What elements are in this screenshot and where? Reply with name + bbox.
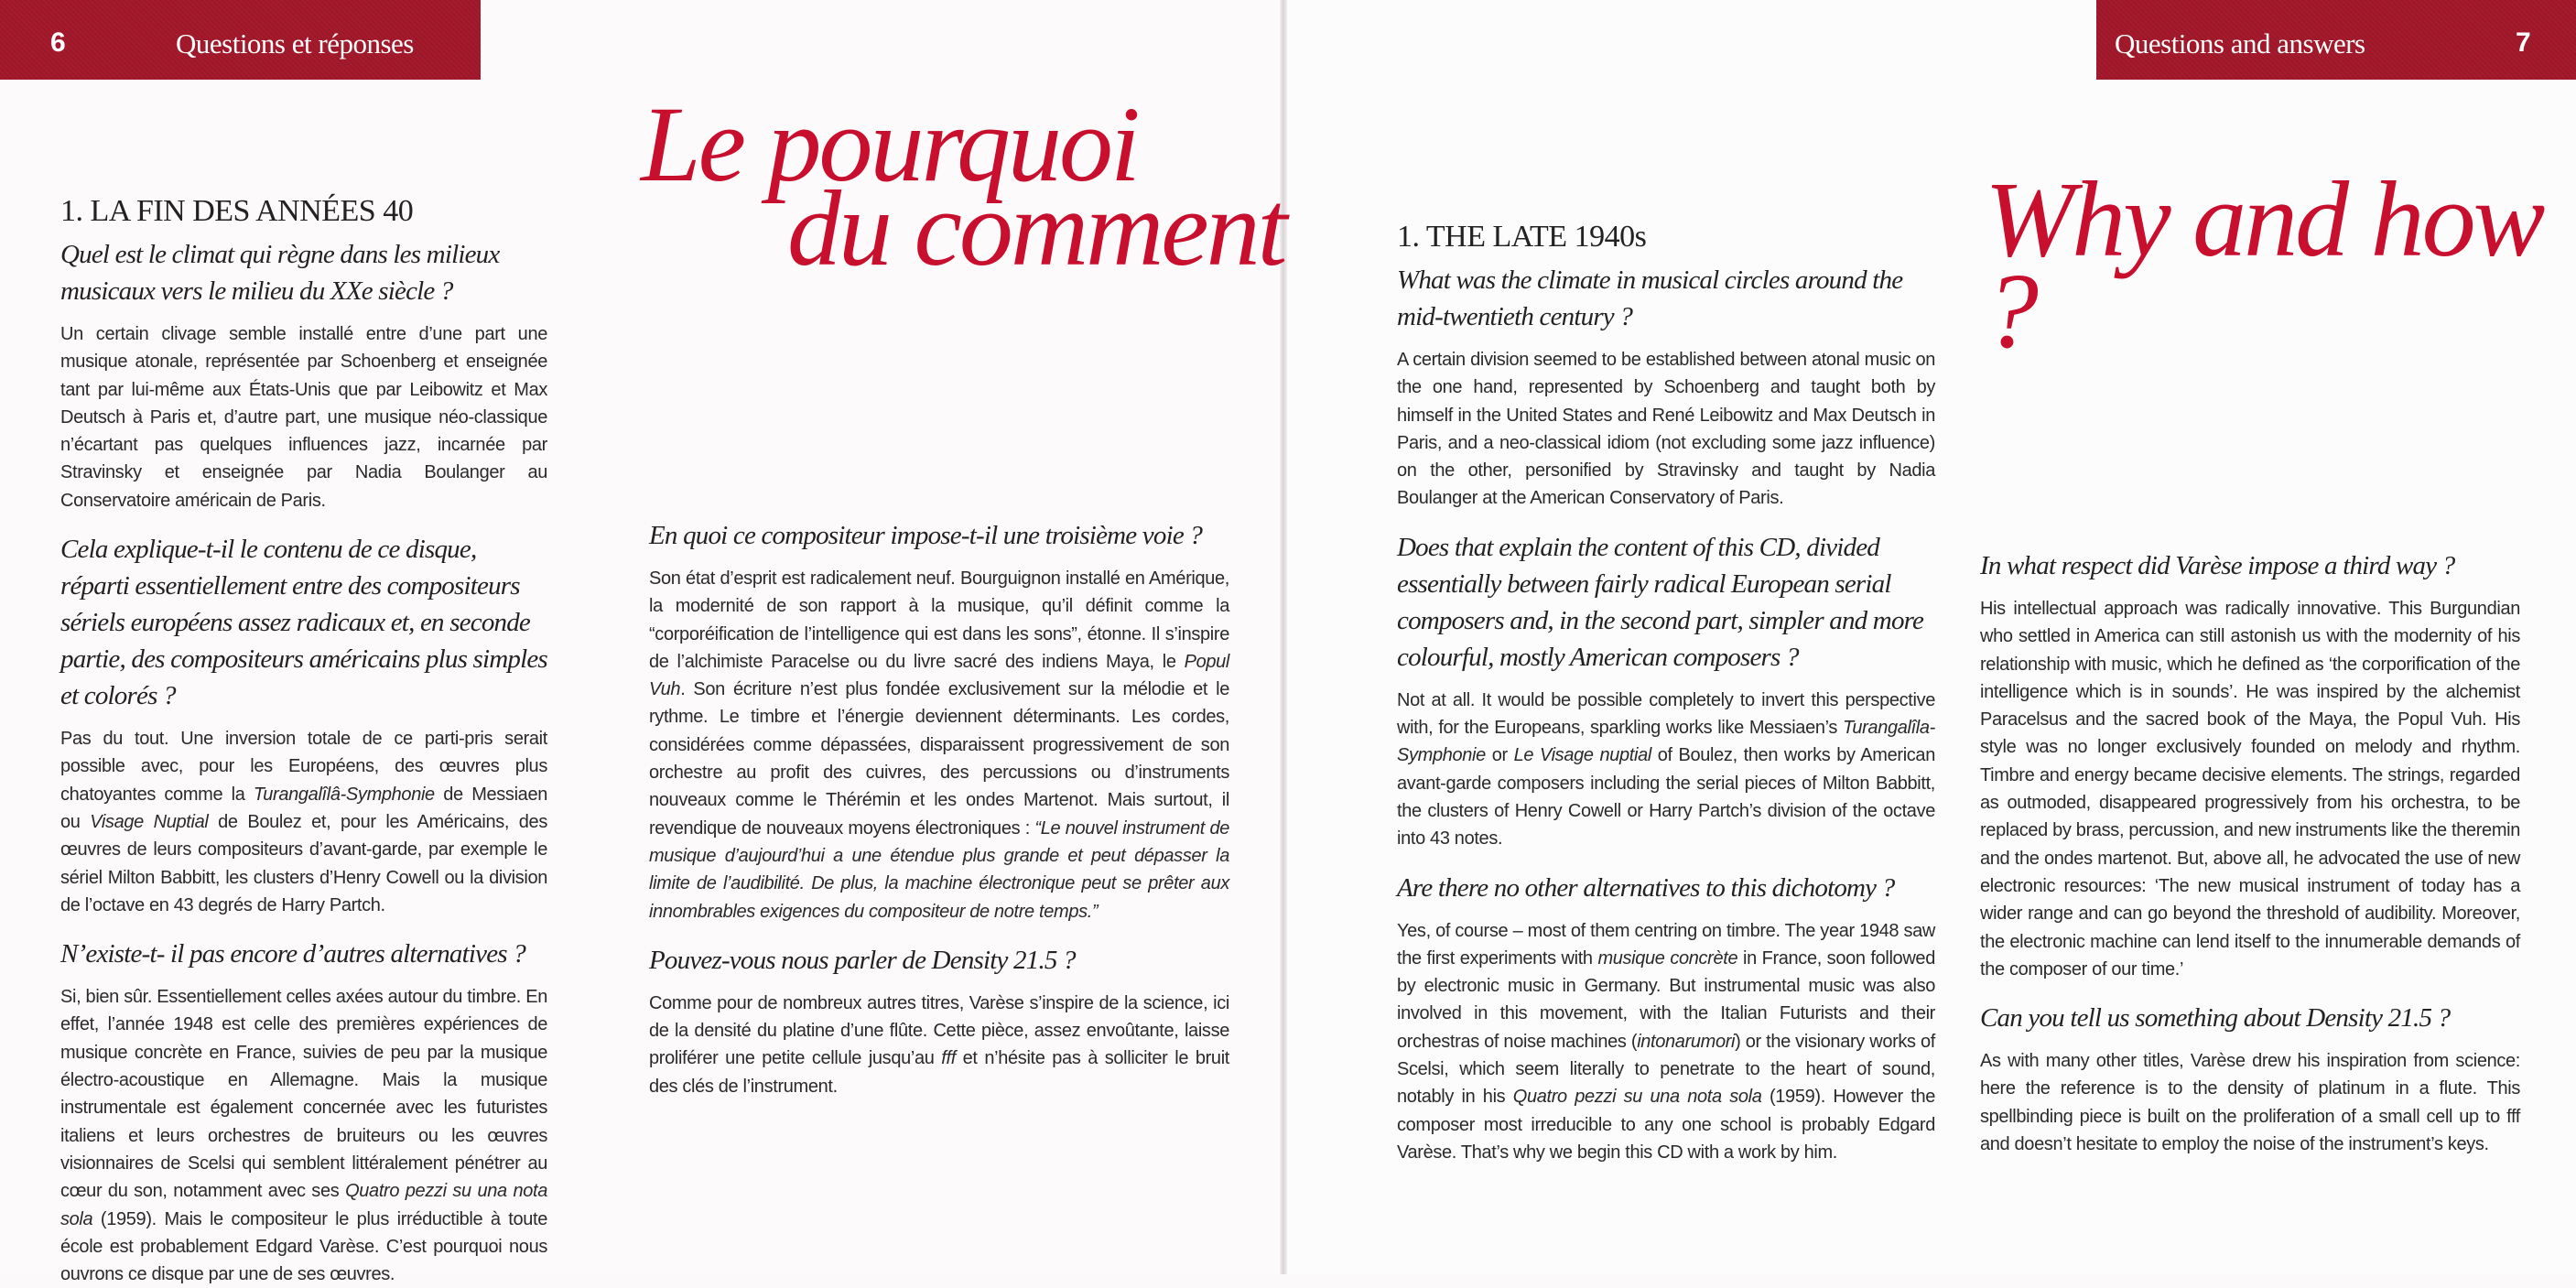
page-title-fr-line1: Le pourquoi	[641, 84, 1138, 204]
italic-text: Turangalîla-Symphonie	[1397, 718, 1935, 766]
qa-section	[1397, 529, 1935, 853]
answer-paragraph	[649, 990, 1229, 1100]
italic-text: Le Visage nuptial	[1513, 745, 1651, 766]
left-column-1	[60, 194, 547, 1288]
question: What was the climate in musical circles around the mid-twentieth century ?	[1397, 265, 1903, 331]
italic-text: Popul Vuh	[649, 651, 1229, 700]
italic-text: Visage Nuptial	[90, 811, 209, 832]
running-head-left: Questions et réponses	[176, 27, 414, 60]
text-run: de Messiaen ou	[60, 784, 547, 832]
question: Pouvez-vous nous parler de Density 21.5 ?	[649, 945, 1076, 975]
right-column-1	[1397, 220, 1935, 1166]
text-run: A certain division seemed to be established between atonal music on the one hand, represented by Schoenberg and taught both by himself in the United States and René Leibowitz and Max Deutsch in Paris, and a neo-classical idiom (not excluding some jazz influence) on the other, personified by Stravinsky and taught by Nadia Boulanger at the American Conservatory of Paris.	[1397, 350, 1935, 509]
text-run: in France, soon followed by electronic music in Germany. But instrumental music was also involved in this movement, with the Italian Futurists and their orchestras of noise machines (	[1397, 947, 1935, 1052]
qa-section	[649, 942, 1229, 1100]
answer-paragraph	[1980, 595, 2520, 983]
text-run: of Boulez, then works by American avant-garde composers including the serial pieces of Milton Babbitt, the clusters of Henry Cowell or Harry Partch’s division of the octave into 43 notes.	[1397, 745, 1935, 850]
text-run: Comme pour de nombreux autres titres, Varèse s’inspire de la science, ici de la densité du platine d’une flûte. Cette pièce, assez envoûtante, laisse proliférer une petite cellule jusqu’au	[649, 992, 1229, 1069]
answer-paragraph	[60, 320, 547, 514]
qa-section	[1980, 1000, 2520, 1158]
question: N’existe-t- il pas encore d’autres alternatives ?	[60, 939, 525, 969]
qa-section	[60, 531, 547, 919]
text-run: et n’hésite pas à solliciter le bruit des clés de l’instrument.	[649, 1048, 1230, 1097]
text-run: (1959). Mais le compositeur le plus irréductible à toute école est probablement Edgard Varèse. C’est pourquoi nous ouvrons ce disque par une de ses œuvres.	[60, 1208, 547, 1285]
italic-text: Quatro pezzi su una nota sola	[60, 1181, 547, 1229]
qa-section	[60, 236, 547, 514]
running-head-band-left	[0, 0, 481, 80]
answer-paragraph	[1397, 687, 1935, 853]
text-run: Not at all. It would be possible completely to invert this perspective with, for the Europeans, sparkling works like Messiaen’s	[1397, 689, 1935, 739]
question: In what respect did Varèse impose a third way ?	[1980, 551, 2455, 580]
text-run: Yes, of course – most of them centring on timbre. The year 1948 saw the first experiments with	[1397, 920, 1935, 969]
text-run: Son état d’esprit est radicalement neuf. Bourguignon installé en Amérique, la modernité de son rapport à la musique, qu’il définit comme la “corporéification de l’intelligence qui est dans les sons”, étonne. Il s’inspire de l’alchimiste Paracelse ou du livre sacré des indiens Maya, le	[649, 568, 1229, 672]
section-heading-en: 1. THE LATE 1940s	[1397, 220, 1647, 254]
italic-text: fff	[941, 1048, 956, 1069]
running-head-right: Questions and answers	[2115, 27, 2365, 60]
answer-paragraph	[1397, 346, 1935, 513]
text-run: His intellectual approach was radically innovative. This Burgundian who settled in America can still astonish us with the modernity of his relationship with music, which he defined as ‘the corporification of the intelligence which is in sounds’. He was inspired by the alchemist Paracelsus and the sacred book of the Maya, the Popul Vuh. His style was no longer exclusively founded on melody and rhythm. Timbre and energy became decisive elements. The strings, regarded as outmoded, disappeared progressively from his orchestra, to be replaced by brass, percussion, and new instruments like the theremin and the ondes martenot. But, above all, he advocated the use of new electronic resources: ‘The new musical instrument of today has a wider range and can go beyond the threshold of audibility. Moreover, the electronic machine can lend itself to the innumerable demands of the composer of our time.’	[1980, 599, 2520, 980]
text-run: de Boulez et, pour les Américains, des œuvres de leurs compositeurs d’avant-garde, par exemple le sériel Milton Babbitt, les clusters d’Henry Cowell ou la division de l’octave en 43 degrés de Harry Partch.	[60, 811, 547, 915]
page-number-right: 7	[2516, 27, 2531, 58]
text-run: Pas du tout. Une inversion totale de ce parti-pris serait possible avec, pour les Européens, des œuvres plus chatoyantes comme la	[60, 729, 547, 805]
text-run: ) or the visionary works of Scelsi, which seem literally to penetrate to the heart of sound, notably in his	[1397, 1031, 1935, 1108]
section-heading-fr: 1. LA FIN DES ANNÉES 40	[60, 194, 414, 228]
question: Can you tell us something about Density 21.5 ?	[1980, 1003, 2451, 1034]
text-run: or	[1485, 745, 1514, 766]
qa-section	[649, 517, 1229, 925]
question: Quel est le climat qui règne dans les milieux musicaux vers le milieu du XXe siècle ?	[60, 240, 500, 306]
italic-text: Turangalîlâ-Symphonie	[253, 784, 435, 805]
question: Does that explain the content of this CD, divided essentially between fairly radical European serial composers and, in the second part, simpler and more colourful, mostly American composers ?	[1397, 532, 1924, 672]
text-run: . Son écriture n’est plus fondée exclusivement sur la mélodie et le rythme. Le timbre et l’énergie deviennent déterminants. Les cordes, considérées comme dépassées, disparaissent progressivement de son orchestre au profit des cuivres, des percussions ou d’instruments nouveaux comme le Thérémin et les ondes Martenot. Mais surtout, il revendique de nouveaux moyens électroniques :	[649, 679, 1229, 839]
italic-text: “Le nouvel instrument de musique d’aujourd’hui a une étendue plus grande et peut dépasser la limite de l’audibilité. De plus, la machine électronique peut se prêter aux innombrables exigences du compositeur de notre temps.”	[649, 817, 1229, 922]
running-head-band-right	[2096, 0, 2576, 80]
answer-paragraph	[1397, 917, 1935, 1167]
answer-paragraph	[649, 565, 1229, 925]
answer-paragraph	[1980, 1047, 2520, 1158]
question: Are there no other alternatives to this dichotomy ?	[1397, 872, 1895, 903]
question: Cela explique-t-il le contenu de ce disque, réparti essentiellement entre des compositeurs sériels européens assez radicaux et, en seconde partie, des compositeurs américains plus simples et colorés ?	[60, 535, 547, 711]
text-run: (1959). However the composer most irreducible to any one school is probably Edgard Varèse. That’s why we begin this CD with a work by him.	[1397, 1087, 1936, 1163]
text-run: As with many other titles, Varèse drew his inspiration from science: here the reference is to the density of platinum in a flute. This spellbinding piece is built on the proliferation of a small cell up to fff and doesn’t hesitate to employ the noise of the instrument’s keys.	[1980, 1051, 2520, 1155]
answer-paragraph	[60, 725, 547, 919]
text-run: Un certain clivage semble installé entre d’une part une musique atonale, représentée par Schoenberg et enseignée tant par lui-même aux États-Unis que par Leibowitz et Max Deutsch à Paris et, d’autre part, une musique néo-classique n’écartant pas quelques influences jazz, incarnée par Stravinsky et enseignée par Nadia Boulanger au Conservatoire américain de Paris.	[60, 324, 547, 511]
page-title-fr-line2: du comment	[787, 168, 1285, 288]
qa-section	[1980, 547, 2520, 983]
answer-paragraph	[60, 983, 547, 1288]
right-column-2	[1980, 547, 2520, 1158]
question: En quoi ce compositeur impose-t-il une troisième voie ?	[649, 521, 1203, 550]
qa-section	[1397, 262, 1935, 513]
left-column-2	[649, 517, 1229, 1100]
italic-text: Quatro pezzi su una nota sola	[1512, 1087, 1762, 1108]
italic-text: intonarumori	[1637, 1031, 1736, 1052]
page-number-left: 6	[50, 27, 66, 58]
italic-text: musique concrète	[1597, 947, 1738, 969]
qa-section	[1397, 870, 1935, 1167]
page-title-en: Why and how ?	[1985, 159, 2543, 371]
text-run: Si, bien sûr. Essentiellement celles axées autour du timbre. En effet, l’année 1948 est celle des premières expériences de musique concrète en France, suivies de peu par la musique électro-acoustique en Allemagne. Mais la musique instrumentale est également concernée avec les futuristes italiens et leurs orchestres de bruiteurs ou les œuvres visionnaires de Scelsi qui semblent littéralement pénétrer au cœur du son, notamment avec ses	[60, 987, 547, 1202]
qa-section	[60, 936, 547, 1288]
